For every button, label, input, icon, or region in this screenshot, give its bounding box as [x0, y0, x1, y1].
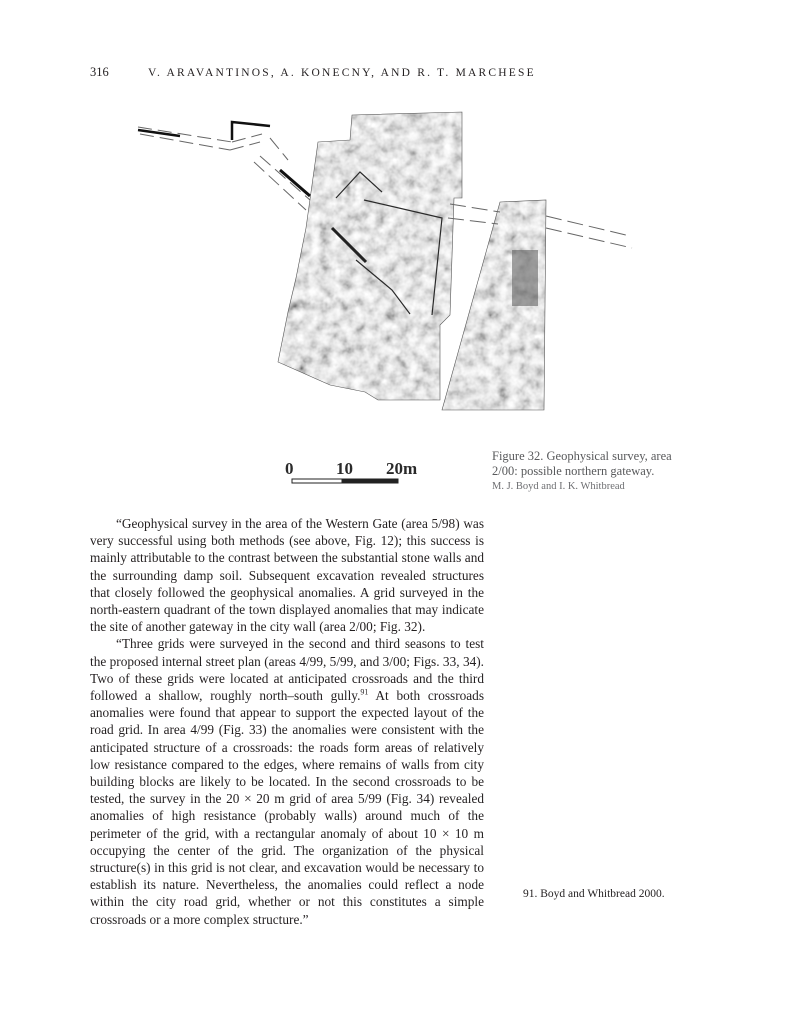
running-head-authors: V. ARAVANTINOS, A. KONECNY, AND R. T. MARCHESE	[148, 67, 536, 79]
scale-bar	[282, 459, 442, 491]
geophysical-survey-figure	[120, 100, 640, 420]
footnote-reference[interactable]: 91	[360, 687, 369, 697]
paragraph-2-part-a: “Three grids were surveyed in the second and third seasons to test the proposed internal street plan (areas 4/99, 5/99, and 3/00; Figs. 33, 34). Two of these grids were located at anticipated crossroads and the third followed a shallow, roughly north–south gully.	[90, 636, 484, 704]
scale-bar-graphic	[282, 459, 442, 491]
running-head	[90, 65, 610, 80]
scale-label-20m: 20m	[386, 459, 418, 478]
page-number: 316	[90, 65, 109, 79]
paragraph-2	[90, 635, 484, 927]
scale-label-0: 0	[285, 459, 294, 478]
wall-fragments	[138, 122, 310, 196]
survey-grid-main	[278, 112, 462, 400]
body-text	[90, 515, 484, 928]
projected-wall-lines-west	[138, 127, 310, 210]
paragraph-1: “Geophysical survey in the area of the Western Gate (area 5/98) was very successful using both methods (see above, Fig. 12); this success is mainly attributable to the contrast between the substantial stone walls and the surrounding damp soil. Subsequent excavation revealed structures that closely followed the geophysical anomalies. A grid surveyed in the north-eastern quadrant of the town displayed anomalies that may indicate the site of another gateway in the city wall (area 2/00; Fig. 32).	[90, 516, 484, 635]
figure-caption	[492, 449, 702, 494]
caption-title-line1: Figure 32. Geophysical survey, area	[492, 449, 672, 463]
caption-credit: M. J. Boyd and I. K. Whitbread	[492, 481, 625, 492]
survey-grid-east	[442, 200, 546, 410]
footnote-91: 91. Boyd and Whitbread 2000.	[523, 888, 665, 900]
scale-label-10: 10	[336, 459, 353, 478]
caption-title-line2: 2/00: possible northern gateway.	[492, 464, 655, 478]
paragraph-2-part-b: At both crossroads anomalies were found that appear to support the expected layout of the road grid. In area 4/99 (Fig. 33) the anomalies were consistent with the anticipated structure of a crossroads: the roads form areas of relatively low resistance compared to the edges, where remains of walls from city building blocks are likely to be located. In the second crossroads to be tested, the survey in the 20 × 20 m grid of area 5/99 (Fig. 34) revealed anomalies of high resistance (probably walls) around much of the perimeter of the grid, with a rectangular anomaly of about 10 × 10 m occupying the center of the grid. The organization of the physical structure(s) in this grid is not clear, and excavation would be necessary to establish its nature. Nevertheless, the anomalies could reflect a node within the city road grid, whether or not this constitutes a simple crossroads or a more complex structure.”	[90, 688, 484, 927]
